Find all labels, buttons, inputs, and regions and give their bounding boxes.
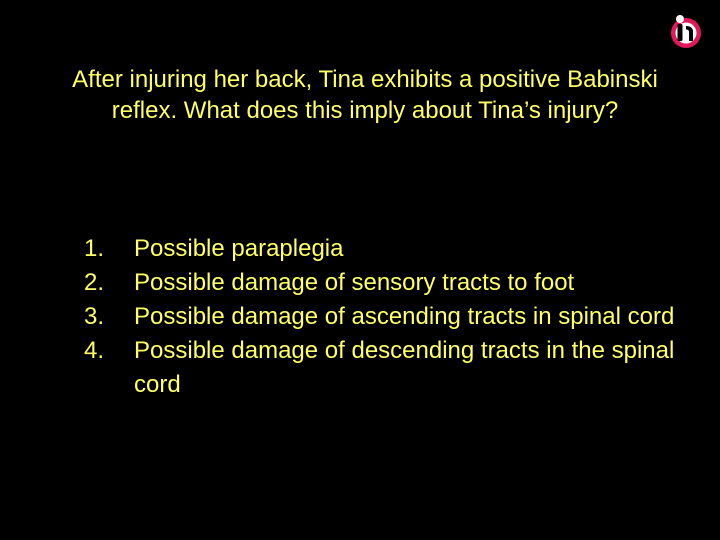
answer-number: 1. — [84, 235, 105, 262]
answer-number: 4. — [84, 337, 105, 364]
answer-text: Possible damage of ascending tracts in spinal cord — [134, 303, 675, 330]
answer-item — [84, 266, 684, 300]
answer-item — [84, 334, 684, 402]
clicker-logo-icon — [668, 14, 704, 50]
question-text: After injuring her back, Tina exhibits a positive Babinski reflex. What does this imply about Tina’s injury? — [72, 66, 658, 124]
answer-number: 3. — [84, 303, 105, 330]
answer-item — [84, 232, 684, 266]
answer-item — [84, 300, 684, 334]
answer-text: Possible damage of descending tracts in the spinal cord — [134, 337, 675, 398]
answer-text: Possible paraplegia — [134, 235, 344, 262]
answer-text: Possible damage of sensory tracts to foot — [134, 269, 575, 296]
answer-list — [84, 232, 684, 402]
answer-number: 2. — [84, 269, 105, 296]
